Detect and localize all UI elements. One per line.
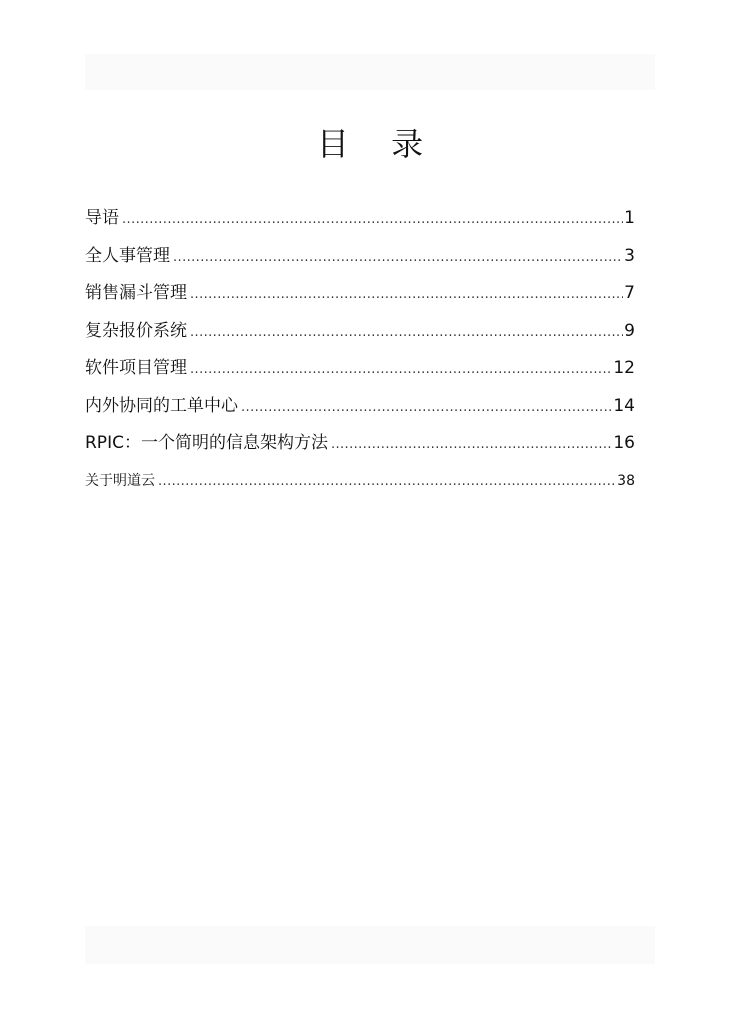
toc-dot-leader (173, 244, 623, 272)
toc-page-number: 16 (613, 433, 635, 453)
toc-page-number: 3 (624, 245, 635, 266)
toc-entry[interactable] (85, 467, 635, 505)
toc-dot-leader (122, 206, 623, 234)
toc-entry-label: RPIC：一个简明的信息架构方法 (85, 433, 328, 453)
toc-entry[interactable] (85, 354, 635, 392)
toc-entry[interactable] (85, 317, 635, 355)
toc-entry[interactable] (85, 279, 635, 317)
toc-entry-label: 复杂报价系统 (85, 320, 187, 341)
toc-page-number: 14 (613, 395, 635, 416)
toc-entry-label: 内外协同的工单中心 (85, 395, 238, 416)
toc-dot-leader (158, 468, 616, 496)
toc-page-number: 9 (624, 320, 635, 341)
toc-page-number: 38 (617, 472, 635, 489)
page-footer (85, 926, 655, 964)
toc-entry[interactable] (85, 429, 635, 467)
page-header (85, 54, 655, 90)
toc-entry-label: 销售漏斗管理 (85, 283, 187, 303)
toc-entry-label: 关于明道云 (85, 472, 155, 489)
toc-dot-leader (190, 281, 623, 309)
toc-dot-leader (190, 356, 612, 384)
toc-page-number: 12 (613, 358, 635, 378)
toc-page-number: 1 (624, 208, 635, 228)
toc-dot-leader (241, 394, 612, 422)
toc-page-number: 7 (624, 283, 635, 303)
toc-entry-label: 全人事管理 (85, 245, 170, 266)
toc-dot-leader (190, 319, 623, 347)
toc-dot-leader (331, 431, 612, 459)
toc-entry[interactable] (85, 242, 635, 280)
toc-entry[interactable] (85, 392, 635, 430)
toc-entry-label: 软件项目管理 (85, 358, 187, 378)
table-of-contents (85, 204, 635, 504)
toc-entry-label: 导语 (85, 208, 119, 228)
toc-entry[interactable] (85, 204, 635, 242)
toc-title: 目 录 (316, 125, 440, 163)
